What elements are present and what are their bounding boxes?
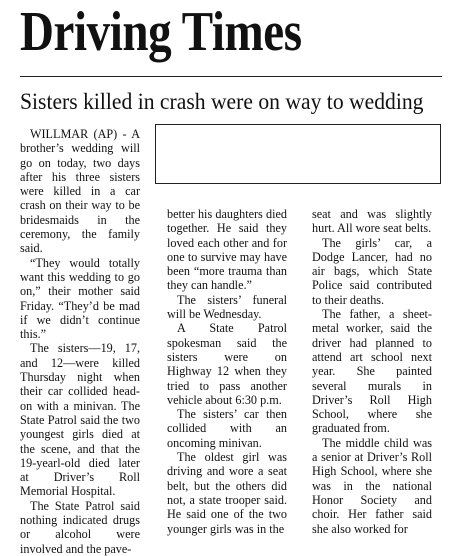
article-column-2 — [167, 207, 287, 536]
paragraph: The girls’ car, a Dodge Lancer, had no air bags, which State Police said contributed to their deaths. — [312, 235, 432, 307]
paragraph: The father, a sheet-metal worker, said the driver had planned to attend art school next year. She painted several murals in Driver’s Roll High School, where she graduated from. — [312, 307, 432, 436]
paragraph: seat and was slightly hurt. All wore seat belts. — [312, 207, 432, 236]
paragraph: The oldest girl was driving and wore a seat belt, but the others did not, a state trooper said. He said one of the two younger girls was in the — [167, 450, 287, 536]
article-column-1 — [20, 127, 140, 556]
paragraph: The sisters’ car then collided with an oncoming minivan. — [167, 407, 287, 450]
paragraph: WILLMAR (AP) - A brother’s wedding will go on today, two days after his three sisters were killed in a car crash on their way to be bridesmaids in the ceremony, the family said. — [20, 127, 140, 256]
article-column-3 — [312, 207, 432, 536]
paragraph: The sisters—19, 17, and 12—were killed Thursday night when their car collided head-on with a minivan. The State Patrol said the two youngest girls died at the scene, and that the 19-yearl-old died later at Driver’s Roll Memorial Hospital. — [20, 341, 140, 499]
masthead-rule — [20, 76, 442, 77]
image-placeholder-box — [155, 124, 441, 184]
masthead: Driving Times — [20, 1, 302, 63]
paragraph: The middle child was a senior at Driver’s Roll High School, where she was in the national Honor Society and choir. Her father said she also worked for — [312, 435, 432, 536]
paragraph: The sisters’ funeral will be Wednesday. — [167, 292, 287, 322]
article-headline: Sisters killed in crash were on way to wedding — [20, 89, 424, 114]
paragraph: The State Patrol said nothing indicated drugs or alcohol were involved and the pave- — [20, 498, 140, 556]
paragraph: better his daughters died together. He said they loved each other and for one to survive may have been “more trauma than they can handle.” — [167, 207, 287, 293]
paragraph: “They would totally want this wedding to go on,” their mother said Friday. “They’d be mad if we didn’t continue this.” — [20, 255, 140, 342]
paragraph: A State Patrol spokesman said the sisters were on Highway 12 when they tried to pass another vehicle about 6:30 p.m. — [167, 321, 287, 407]
